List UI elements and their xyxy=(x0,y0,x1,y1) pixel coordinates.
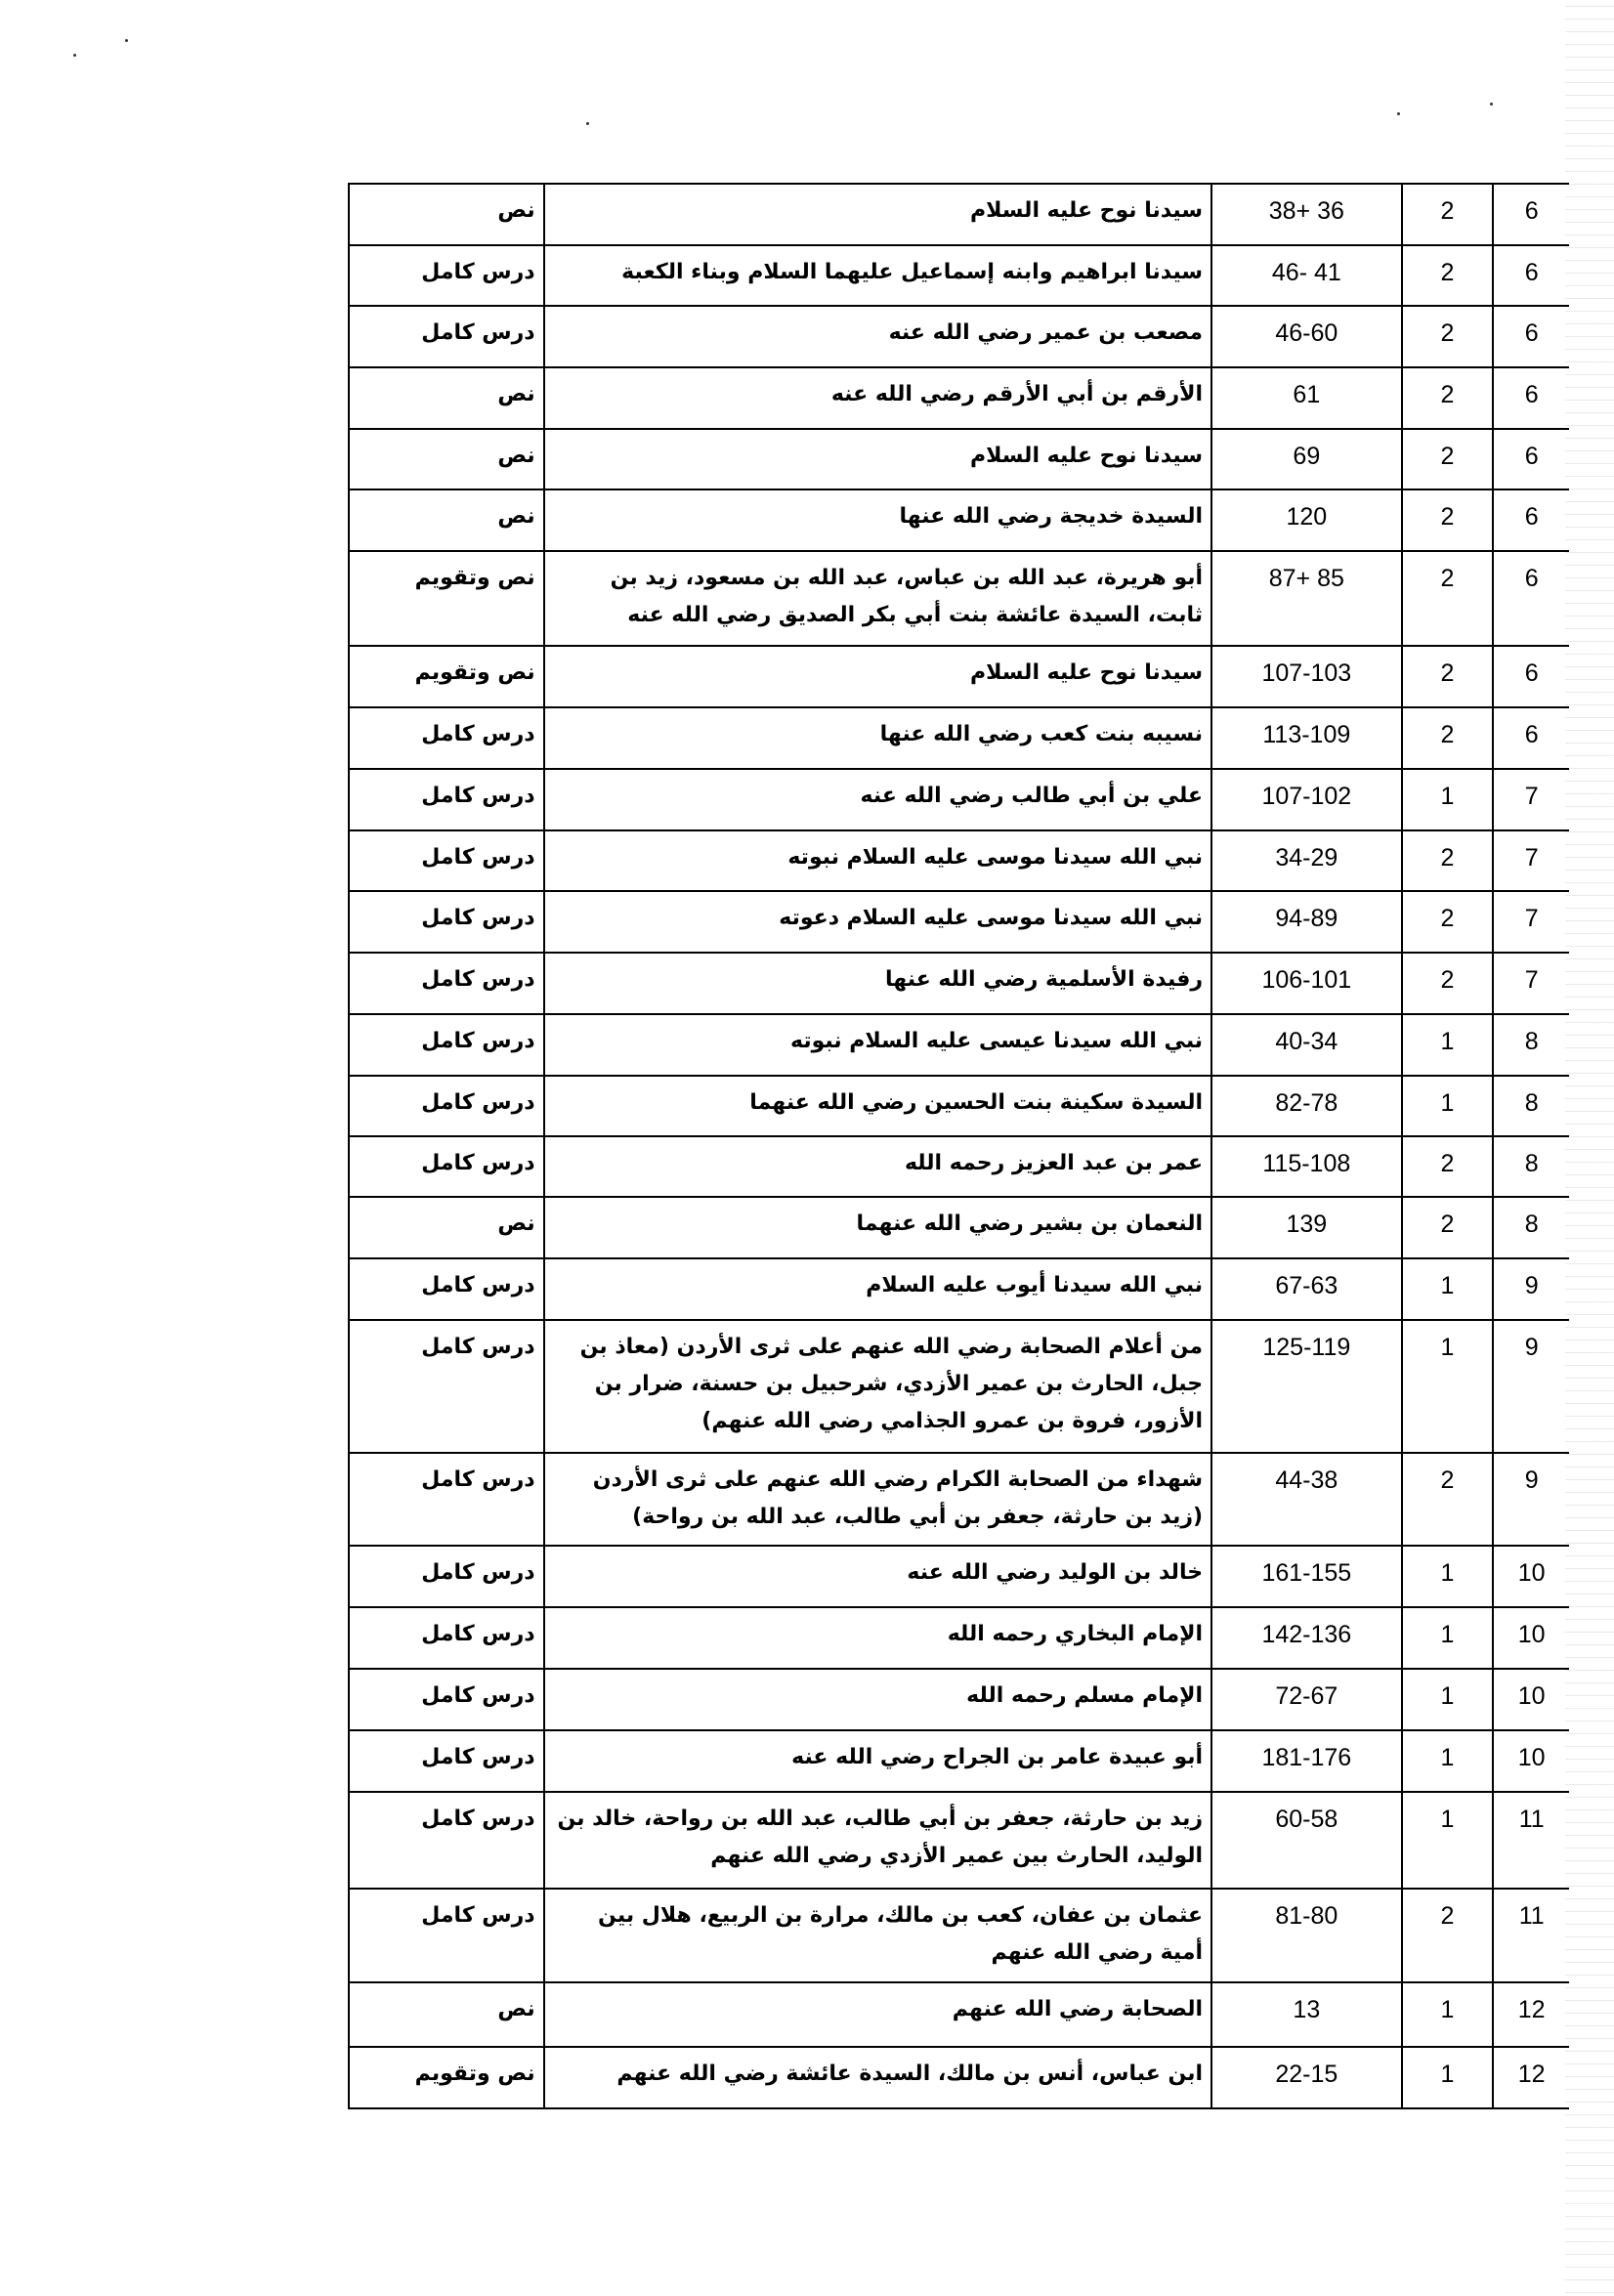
pages-cell: 161-155 xyxy=(1211,1546,1402,1607)
semester-cell: 1 xyxy=(1402,1546,1494,1607)
lesson-title-cell: سيدنا نوح عليه السلام xyxy=(544,184,1211,245)
scan-speck xyxy=(1490,103,1493,106)
grade-cell: 10 xyxy=(1493,1730,1569,1792)
grade-cell: 11 xyxy=(1493,1889,1569,1982)
lesson-type-cell: درس كامل xyxy=(349,891,544,953)
lesson-type-cell: درس كامل xyxy=(349,1076,544,1136)
lessons-table-body xyxy=(349,184,1569,2108)
grade-cell: 7 xyxy=(1493,769,1569,830)
table-row xyxy=(349,1014,1569,1076)
grade-cell: 7 xyxy=(1493,953,1569,1014)
pages-cell: 125-119 xyxy=(1211,1320,1402,1453)
table-row xyxy=(349,1453,1569,1546)
semester-cell: 2 xyxy=(1402,551,1494,646)
table-row xyxy=(349,1982,1569,2047)
lesson-title-cell: السيدة خديجة رضي الله عنها xyxy=(544,489,1211,551)
lesson-title-cell: من أعلام الصحابة رضي الله عنهم على ثرى الأردن (معاذ بن جبل، الحارث بن عمير الأزدي، شرحبيل بن حسنة، ضرار بن الأزور، فروة بن عمرو الجذامي رضي الله عنهم) xyxy=(544,1320,1211,1453)
grade-cell: 8 xyxy=(1493,1197,1569,1258)
lesson-type-cell: درس كامل xyxy=(349,769,544,830)
grade-cell: 7 xyxy=(1493,830,1569,891)
grade-cell: 10 xyxy=(1493,1669,1569,1730)
grade-cell: 7 xyxy=(1493,891,1569,953)
table-row xyxy=(349,489,1569,551)
lesson-title-cell: الأرقم بن أبي الأرقم رضي الله عنه xyxy=(544,367,1211,429)
pages-cell: 60-58 xyxy=(1211,1792,1402,1889)
semester-cell: 1 xyxy=(1402,1076,1494,1136)
lesson-title-cell: علي بن أبي طالب رضي الله عنه xyxy=(544,769,1211,830)
pages-cell: 106-101 xyxy=(1211,953,1402,1014)
lesson-title-cell: رفيدة الأسلمية رضي الله عنها xyxy=(544,953,1211,1014)
table-row xyxy=(349,1792,1569,1889)
pages-cell: 107-102 xyxy=(1211,769,1402,830)
lesson-type-cell: درس كامل xyxy=(349,1014,544,1076)
grade-cell: 6 xyxy=(1493,707,1569,769)
lesson-title-cell: سيدنا نوح عليه السلام xyxy=(544,646,1211,707)
semester-cell: 2 xyxy=(1402,953,1494,1014)
pages-cell: 139 xyxy=(1211,1197,1402,1258)
semester-cell: 1 xyxy=(1402,1669,1494,1730)
pages-cell: 67-63 xyxy=(1211,1258,1402,1320)
grade-cell: 8 xyxy=(1493,1076,1569,1136)
pages-cell: 13 xyxy=(1211,1982,1402,2047)
lesson-type-cell: درس كامل xyxy=(349,1730,544,1792)
table-row xyxy=(349,646,1569,707)
pages-cell: 94-89 xyxy=(1211,891,1402,953)
table-row xyxy=(349,1730,1569,1792)
pages-cell: 142-136 xyxy=(1211,1607,1402,1669)
pages-cell: 38+ 36 xyxy=(1211,184,1402,245)
semester-cell: 1 xyxy=(1402,1607,1494,1669)
grade-cell: 9 xyxy=(1493,1258,1569,1320)
pages-cell: 40-34 xyxy=(1211,1014,1402,1076)
table-row xyxy=(349,1669,1569,1730)
lesson-type-cell: درس كامل xyxy=(349,1792,544,1889)
grade-cell: 12 xyxy=(1493,2047,1569,2108)
lesson-title-cell: نبي الله سيدنا موسى عليه السلام دعوته xyxy=(544,891,1211,953)
pages-cell: 34-29 xyxy=(1211,830,1402,891)
grade-cell: 6 xyxy=(1493,367,1569,429)
semester-cell: 2 xyxy=(1402,707,1494,769)
scan-speck xyxy=(125,39,128,42)
grade-cell: 8 xyxy=(1493,1136,1569,1197)
lesson-title-cell: سيدنا ابراهيم وابنه إسماعيل عليهما السلام وبناء الكعبة xyxy=(544,245,1211,306)
lesson-title-cell: أبو هريرة، عبد الله بن عباس، عبد الله بن مسعود، زيد بن ثابت، السيدة عائشة بنت أبي بكر الصديق رضي الله عنه xyxy=(544,551,1211,646)
semester-cell: 1 xyxy=(1402,1258,1494,1320)
table-row xyxy=(349,1258,1569,1320)
lesson-title-cell: نسيبه بنت كعب رضي الله عنها xyxy=(544,707,1211,769)
semester-cell: 2 xyxy=(1402,891,1494,953)
semester-cell: 2 xyxy=(1402,489,1494,551)
table-row xyxy=(349,830,1569,891)
scan-speck xyxy=(1397,112,1400,115)
table-row xyxy=(349,769,1569,830)
pages-cell: 22-15 xyxy=(1211,2047,1402,2108)
grade-cell: 10 xyxy=(1493,1546,1569,1607)
lesson-type-cell: نص وتقويم xyxy=(349,646,544,707)
table-row xyxy=(349,1889,1569,1982)
table-row xyxy=(349,551,1569,646)
table-row xyxy=(349,367,1569,429)
table-row xyxy=(349,707,1569,769)
table-row xyxy=(349,429,1569,489)
semester-cell: 1 xyxy=(1402,1792,1494,1889)
lesson-title-cell: أبو عبيدة عامر بن الجراح رضي الله عنه xyxy=(544,1730,1211,1792)
grade-cell: 10 xyxy=(1493,1607,1569,1669)
lesson-type-cell: درس كامل xyxy=(349,1669,544,1730)
lesson-type-cell: نص xyxy=(349,1197,544,1258)
semester-cell: 2 xyxy=(1402,1453,1494,1546)
lesson-title-cell: الصحابة رضي الله عنهم xyxy=(544,1982,1211,2047)
lesson-title-cell: شهداء من الصحابة الكرام رضي الله عنهم على ثرى الأردن (زيد بن حارثة، جعفر بن أبي طالب، عبد الله بن رواحة) xyxy=(544,1453,1211,1546)
lesson-title-cell: زيد بن حارثة، جعفر بن أبي طالب، عبد الله بن رواحة، خالد بن الوليد، الحارث بين عمير الأزدي رضي الله عنهم xyxy=(544,1792,1211,1889)
lesson-title-cell: نبي الله سيدنا موسى عليه السلام نبوته xyxy=(544,830,1211,891)
table-row xyxy=(349,306,1569,367)
semester-cell: 1 xyxy=(1402,2047,1494,2108)
grade-cell: 6 xyxy=(1493,551,1569,646)
lesson-title-cell: مصعب بن عمير رضي الله عنه xyxy=(544,306,1211,367)
grade-cell: 9 xyxy=(1493,1320,1569,1453)
pages-cell: 81-80 xyxy=(1211,1889,1402,1982)
pages-cell: 120 xyxy=(1211,489,1402,551)
pages-cell: 72-67 xyxy=(1211,1669,1402,1730)
semester-cell: 2 xyxy=(1402,306,1494,367)
lesson-type-cell: درس كامل xyxy=(349,1258,544,1320)
lesson-title-cell: نبي الله سيدنا عيسى عليه السلام نبوته xyxy=(544,1014,1211,1076)
semester-cell: 1 xyxy=(1402,1320,1494,1453)
lesson-type-cell: نص xyxy=(349,184,544,245)
lesson-type-cell: نص وتقويم xyxy=(349,551,544,646)
lesson-title-cell: النعمان بن بشير رضي الله عنهما xyxy=(544,1197,1211,1258)
lesson-type-cell: درس كامل xyxy=(349,1607,544,1669)
pages-cell: 69 xyxy=(1211,429,1402,489)
pages-cell: 87+ 85 xyxy=(1211,551,1402,646)
table-row xyxy=(349,1320,1569,1453)
table-row xyxy=(349,891,1569,953)
semester-cell: 2 xyxy=(1402,646,1494,707)
semester-cell: 1 xyxy=(1402,1982,1494,2047)
lesson-title-cell: سيدنا نوح عليه السلام xyxy=(544,429,1211,489)
semester-cell: 2 xyxy=(1402,830,1494,891)
table-row xyxy=(349,1546,1569,1607)
table-row xyxy=(349,953,1569,1014)
lesson-type-cell: درس كامل xyxy=(349,306,544,367)
pages-cell: 113-109 xyxy=(1211,707,1402,769)
lesson-type-cell: نص xyxy=(349,489,544,551)
lesson-type-cell: درس كامل xyxy=(349,953,544,1014)
pages-cell: 61 xyxy=(1211,367,1402,429)
table-row xyxy=(349,2047,1569,2108)
grade-cell: 9 xyxy=(1493,1453,1569,1546)
lesson-type-cell: درس كامل xyxy=(349,1136,544,1197)
lesson-type-cell: درس كامل xyxy=(349,1320,544,1453)
pages-cell: 46- 41 xyxy=(1211,245,1402,306)
lesson-type-cell: درس كامل xyxy=(349,830,544,891)
semester-cell: 2 xyxy=(1402,1136,1494,1197)
lesson-type-cell: درس كامل xyxy=(349,1453,544,1546)
grade-cell: 6 xyxy=(1493,429,1569,489)
grade-cell: 6 xyxy=(1493,184,1569,245)
grade-cell: 11 xyxy=(1493,1792,1569,1889)
table-row xyxy=(349,1076,1569,1136)
table-row xyxy=(349,245,1569,306)
pages-cell: 181-176 xyxy=(1211,1730,1402,1792)
semester-cell: 2 xyxy=(1402,245,1494,306)
lesson-type-cell: درس كامل xyxy=(349,1546,544,1607)
lesson-title-cell: السيدة سكينة بنت الحسين رضي الله عنهما xyxy=(544,1076,1211,1136)
semester-cell: 2 xyxy=(1402,1197,1494,1258)
table-row xyxy=(349,1197,1569,1258)
grade-cell: 8 xyxy=(1493,1014,1569,1076)
lesson-type-cell: نص xyxy=(349,429,544,489)
lesson-type-cell: درس كامل xyxy=(349,245,544,306)
lesson-title-cell: عثمان بن عفان، كعب بن مالك، مرارة بن الربيع، هلال بين أمية رضي الله عنهم xyxy=(544,1889,1211,1982)
pages-cell: 82-78 xyxy=(1211,1076,1402,1136)
semester-cell: 2 xyxy=(1402,1889,1494,1982)
pages-cell: 44-38 xyxy=(1211,1453,1402,1546)
grade-cell: 6 xyxy=(1493,306,1569,367)
scan-speck xyxy=(73,54,76,57)
lesson-title-cell: ابن عباس، أنس بن مالك، السيدة عائشة رضي الله عنهم xyxy=(544,2047,1211,2108)
scan-edge-noise xyxy=(1565,0,1614,2296)
pages-cell: 115-108 xyxy=(1211,1136,1402,1197)
semester-cell: 2 xyxy=(1402,367,1494,429)
lesson-type-cell: درس كامل xyxy=(349,707,544,769)
table-row xyxy=(349,1136,1569,1197)
grade-cell: 12 xyxy=(1493,1982,1569,2047)
pages-cell: 46-60 xyxy=(1211,306,1402,367)
lesson-type-cell: نص وتقويم xyxy=(349,2047,544,2108)
lesson-title-cell: عمر بن عبد العزيز رحمه الله xyxy=(544,1136,1211,1197)
lesson-title-cell: الإمام البخاري رحمه الله xyxy=(544,1607,1211,1669)
table-row xyxy=(349,184,1569,245)
grade-cell: 6 xyxy=(1493,489,1569,551)
semester-cell: 2 xyxy=(1402,429,1494,489)
lessons-table xyxy=(348,183,1569,2109)
lesson-type-cell: نص xyxy=(349,367,544,429)
lesson-title-cell: خالد بن الوليد رضي الله عنه xyxy=(544,1546,1211,1607)
lesson-title-cell: نبي الله سيدنا أيوب عليه السلام xyxy=(544,1258,1211,1320)
semester-cell: 2 xyxy=(1402,184,1494,245)
table-row xyxy=(349,1607,1569,1669)
semester-cell: 1 xyxy=(1402,1730,1494,1792)
lesson-type-cell: نص xyxy=(349,1982,544,2047)
semester-cell: 1 xyxy=(1402,769,1494,830)
scan-speck xyxy=(586,122,589,125)
lesson-title-cell: الإمام مسلم رحمه الله xyxy=(544,1669,1211,1730)
pages-cell: 107-103 xyxy=(1211,646,1402,707)
lesson-type-cell: درس كامل xyxy=(349,1889,544,1982)
semester-cell: 1 xyxy=(1402,1014,1494,1076)
grade-cell: 6 xyxy=(1493,646,1569,707)
grade-cell: 6 xyxy=(1493,245,1569,306)
